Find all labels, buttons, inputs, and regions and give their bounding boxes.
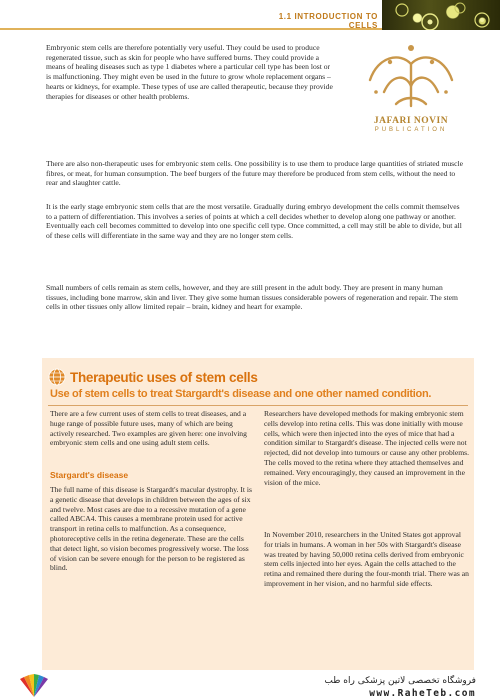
- box-divider: [48, 405, 468, 406]
- publisher-logo: [350, 34, 472, 146]
- paragraph-adult-stem-cells: Small numbers of cells remain as stem cells, however, and they are still present in the adult body. They are present in many human tissues, including bone marrow, skin and liver. They give some human tissues considerable powers of regeneration and repair. The stem cells in other tissues only allow limited repair – brain, kidney and heart for example.: [46, 283, 458, 312]
- publisher-emblem-icon: [356, 34, 466, 114]
- book-fan-icon: [16, 673, 52, 699]
- globe-icon: [48, 368, 66, 386]
- research-text: Researchers have developed methods for making embryonic stem cells develop into retina cells. This was done initially with mouse cells, which were then injected into the eyes of mice that had a condition similar to Stargardt's disease. The injected cells were not rejected, did not develop into tumours or cause any other problems. The cells moved to the retina where they attached themselves and remained. Very encouragingly, they caused an improvement in the vision of the mice.: [264, 409, 469, 487]
- section-title: 1.1 INTRODUCTION TO CELLS: [278, 12, 378, 30]
- paragraph-non-therapeutic: There are also non-therapeutic uses for embryonic stem cells. One possibility is to use them to produce large quantities of striated muscle fibres, or meat, for human consumption. The beef burgers of the future may therefore be produced from stem cells, without the need to rear and slaughter cattle.: [46, 159, 463, 188]
- box-title-row: [48, 368, 468, 388]
- box-intro-text: There are a few current uses of stem cells to treat diseases, and a huge range of possible future uses, many of which are being actively researched. Two examples are given here: one involving embryonic stem cells and one using adult stem cells.: [50, 409, 247, 448]
- paragraph-therapeutic: Embryonic stem cells are therefore potentially very useful. They could be used to produce regenerated tissue, such as skin for people who have suffered burns. They could provide a means of healing diseases such as type 1 diabetes where a particular cell type has been lost or is malfunctioning. They might even be used in the future to grow whole replacement organs – hearts or kidneys, for example. These types of use are called therapeutic, because they provide therapies for diseases or other health problems.: [46, 43, 333, 101]
- paragraph-differentiation: It is the early stage embryonic stem cells that are the most versatile. Gradually during embryo development the cells commit themselves to a pattern of differentiation. This involves a series of points at which a cell decides whether to develop along one pathway or another. Eventually each cell becomes committed to develop into one specific cell type. Once committed, a cell may still be able to divide, but all of these cells will differentiate in the same way and they are no longer stem cells.: [46, 202, 462, 241]
- human-trial-text: In November 2010, researchers in the United States got approval for trials in humans. A woman in her 50s with Stargardt's disease was treated by having 50,000 retina cells derived from embryonic stem cells injected into her eyes. Again the cells attached to the retina and remained there during the four-month trial. There was an improvement in her vision, and no harmful side effects.: [264, 530, 469, 588]
- cells-banner-image: [382, 0, 500, 30]
- stargardt-heading: Stargardt's disease: [50, 470, 129, 480]
- stargardt-description: The full name of this disease is Stargardt's macular dystrophy. It is a genetic disease that develops in children between the ages of six and twelve. Most cases are due to a recessive mutation of a gene called ABCA4. This causes a membrane protein used for active transport in retina cells to malfunction. As a consequence, photoreceptive cells in the retina degenerate. These are the cells that detect light, so vision becomes progressively worse. The loss of vision can be severe enough for the person to be registered as blind.: [50, 485, 252, 573]
- footer-website-link[interactable]: www.RaheTeb.com: [369, 688, 476, 699]
- therapeutic-uses-box: [42, 358, 474, 670]
- publisher-subtitle: PUBLICATION: [374, 127, 448, 133]
- publisher-name: JAFARI NOVIN: [373, 116, 449, 126]
- footer-store-name: فروشگاه تخصصی لاتین پزشکی راه طب: [324, 676, 476, 686]
- box-title: Therapeutic uses of stem cells: [70, 370, 258, 385]
- box-subtitle: Use of stem cells to treat Stargardt's disease and one other named condition.: [50, 388, 432, 400]
